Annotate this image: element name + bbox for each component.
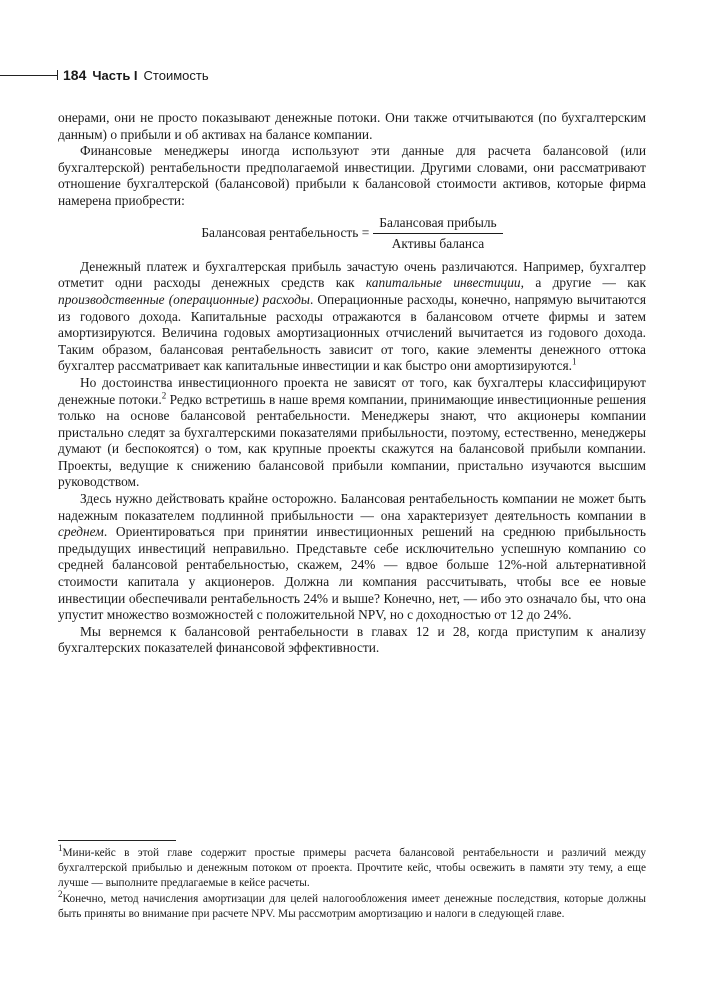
book-return-formula [58,215,646,253]
text-run: . Ориентироваться при принятии инвестиционных решений на среднюю прибыльность предыдущих инвестиций неправильно. Представьте себе исключительно успешную компанию со средней балансовой рентабельностью, скажем, 24% — вдвое больше 12%-ной альтернативной стоимости капитала у акционеров. Должна ли компания рассчитывать, чтобы все ее новые инвестиции обеспечивали рентабельность 24% и выше? Конечно, нет, — ибо это означало бы, что она упустит множество возможностей с положительной NPV, но с доходностью от 12 до 24%. [58,524,646,623]
main-text [58,110,646,657]
paragraph-caution [58,491,646,624]
formula-denominator: Активы баланса [391,236,485,252]
paragraph-book-return-intro: Финансовые менеджеры иногда используют эти данные для расчета балансовой (или бухгалтерской) рентабельности предполагаемой инвестиции. Другими словами, они рассматривают отношение бухгалтерской (балансовой) прибыли к балансовой стоимости активов, которые фирма намерена приобрести: [58,143,646,208]
part-label: Часть I [92,68,138,83]
italic-term-average: среднем [58,524,104,540]
footnote-2 [58,888,646,922]
footnote-separator [58,840,176,841]
header-rule [0,75,58,76]
footnote-ref-1: 1 [571,356,577,367]
section-title: Стоимость [143,68,209,83]
footnote-1 [58,843,646,892]
footnotes [58,843,646,922]
text-run: Денежный платеж и бухгалтерская прибыль зачастую очень различаются. Например, бухгалтер отметит одни расходы денежных средств как [58,258,646,291]
footnote-marker: 1 [58,843,63,854]
footnote-ref-2: 2 [161,390,167,401]
italic-term-operating-expenses: производственные (операционные) расходы [58,291,310,307]
text-run: . Операционные расходы, конечно, напрямую вычитаются из годового дохода. Капитальные расходы отражаются в балансовом отчете фирмы и затем амортизируются. Величина годовых амортизационных отчислений вычитается из годового дохода. Таким образом, балансовая рентабельность зависит от того, какие элементы денежного оттока бухгалтер рассматривает как капитальные инвестиции и как быстро они амортизируются. [58,291,646,374]
formula-fraction [373,215,502,253]
paragraph-project-merits [58,375,646,491]
footnote-text: Мини-кейс в этой главе содержит простые примеры расчета балансовой рентабельности и различий между бухгалтерской прибылью и денежным потоком от проекта. Прочтите кейс, чтобы освежить в памяти эту тему, а еще лучше — выполните предлагаемые в кейсе расчеты. [58,847,646,890]
formula-numerator: Балансовая прибыль [373,215,502,235]
paragraph-continuation: онерами, они не просто показывают денежные потоки. Они также отчитываются (по бухгалтерским данным) о прибыли и об активах на балансе компании. [58,110,646,142]
header-tick [57,70,58,80]
header-text [63,66,209,85]
paragraph-return-later: Мы вернемся к балансовой рентабельности в главах 12 и 28, когда приступим к анализу бухгалтерских показателей финансовой эффективности. [58,623,646,656]
footnote-marker: 2 [58,888,63,899]
text-run: Здесь нужно действовать крайне осторожно. Балансовая рентабельность компании не может быть надежным показателем подлинной прибыльности — она характеризует деятельность компании в [58,491,646,523]
italic-term-capital-investments: капитальные инвестиции [365,275,521,291]
page-number: 184 [63,67,87,83]
footnote-text: Конечно, метод начисления амортизации для целей налогообложения имеет денежные последствия, которые должны быть приняты во внимание при расчете NPV. Мы рассмотрим амортизацию и налоги в следующей главе. [58,892,646,920]
running-header [0,64,704,88]
formula-left-side: Балансовая рентабельность = [201,225,370,241]
text-run: , а другие — как [520,275,647,291]
paragraph-cash-vs-profit [58,259,646,375]
text-run: Редко встретишь в наше время компании, принимающие инвестиционные решения только на основе балансовой рентабельности. Менеджеры знают, что акционеры компании пристально следят за бухгалтерскими показателями прибыльности, поэтому, естественно, менеджеры думают (и беспокоятся) о том, как крупные проекты скажутся на балансовой прибыли компании. Проекты, ведущие к снижению балансовой прибыли компании, пристально изучаются высшим руководством. [58,391,646,490]
text-run: Но достоинства инвестиционного проекта не зависят от того, как бухгалтеры классифицируют денежные потоки. [58,374,646,407]
